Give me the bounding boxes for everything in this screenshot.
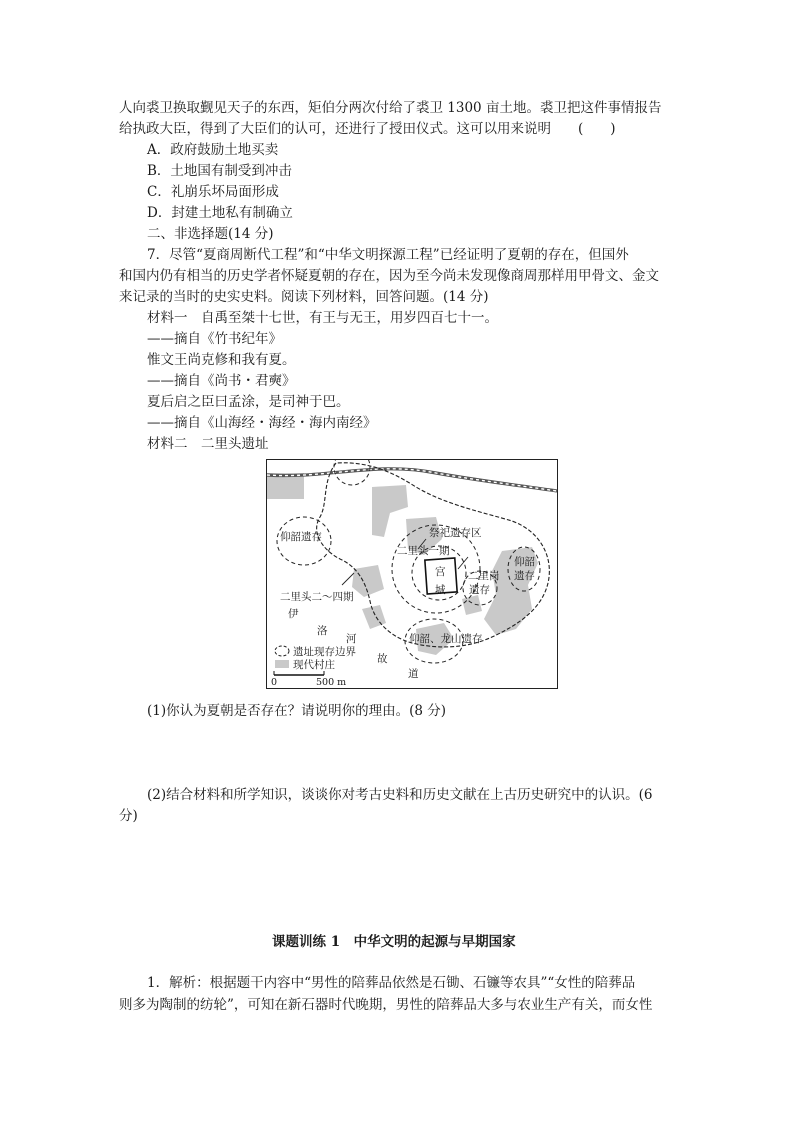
label-yangshao-right-2: 遗存: [514, 570, 535, 582]
label-yangshao-longshan: 仰韶、龙山遗存: [409, 633, 483, 645]
answers-title: 课题训练 1 中华文明的起源与早期国家: [272, 934, 516, 950]
material-1-source-3: ——摘自《山海经・海经・海内南经》: [147, 415, 377, 431]
q6-option-d: D．封建土地私有制确立: [147, 205, 293, 221]
label-sacrifice: 祭祀遗存区: [429, 527, 482, 539]
q6-stem-line-1: 人向裘卫换取觐见天子的东西，矩伯分两次付给了裘卫 1300 亩土地。裘卫把这件事情报告: [119, 100, 662, 116]
q6-option-c: C．礼崩乐坏局面形成: [147, 184, 279, 200]
q7-sub-question-1: (1)你认为夏朝是否存在？请说明你的理由。(8 分): [147, 703, 447, 719]
erlitou-site-map: [266, 459, 558, 689]
q7-stem-line-3: 来记录的当时的史实史料。阅读下列材料，回答问题。(14 分): [119, 289, 489, 305]
material-1-text: 材料一 自禹至桀十七世，有王与无王，用岁四百七十一。: [147, 310, 498, 326]
erlitou-map-svg: [266, 459, 558, 689]
q6-option-a: A．政府鼓励土地买卖: [147, 142, 279, 158]
material-1-source-1: ——摘自《竹书纪年》: [147, 331, 282, 347]
scale-zero-label: 0: [271, 677, 278, 688]
label-luo: 洛: [317, 625, 328, 637]
label-yi: 伊: [288, 608, 299, 620]
label-erligang-1: 二里岗: [468, 570, 500, 582]
answer-1-line-2: 则多为陶制的纺轮”，可知在新石器时代晚期，男性的陪葬品大多与农业生产有关，而女性: [119, 997, 653, 1013]
legend-village-label: 现代村庄: [293, 659, 335, 671]
legend-village-symbol: [275, 660, 289, 668]
answer-1-line-1: 1．解析：根据题干内容中“男性的陪葬品依然是石锄、石镰等农具”“女性的陪葬品: [147, 975, 636, 991]
label-phase2-4: 二里头二～四期: [280, 591, 354, 603]
q7-stem-line-1: 7．尽管“夏商周断代工程”和“中华文明探源工程”已经证明了夏朝的存在，但国外: [147, 247, 629, 263]
q7-sub-question-2-line-2: 分): [119, 808, 138, 824]
label-dao: 道: [408, 668, 419, 680]
label-erligang-2: 遗存: [469, 584, 490, 596]
material-1-quote-3: 夏后启之臣曰孟涂，是司神于巴。: [147, 394, 350, 410]
label-palace-1: 宫: [435, 566, 446, 578]
label-phase1: 二里头一期: [397, 545, 450, 557]
q6-option-b: B．土地国有制受到冲击: [147, 163, 292, 179]
material-1-quote-2: 惟文王尚克修和我有夏。: [147, 352, 296, 368]
legend-boundary-label: 遗址现存边界: [293, 646, 356, 658]
material-1-source-2: ——摘自《尚书・君奭》: [147, 373, 296, 389]
q6-stem-line-2: 给执政大臣，得到了大臣们的认可，还进行了授田仪式。这可以用来说明 ( ): [119, 121, 616, 137]
section-heading: 二、非选择题(14 分): [147, 226, 274, 242]
q7-sub-question-2-line-1: (2)结合材料和所学知识，谈谈你对考古史料和历史文献在上古历史研究中的认识。(6: [147, 787, 653, 803]
label-yangshao-right-1: 仰韶: [514, 556, 535, 568]
scale-length-label: 500 m: [316, 677, 347, 688]
label-he: 河: [346, 633, 357, 645]
material-2-heading: 材料二 二里头遗址: [147, 436, 269, 452]
label-gu: 故: [377, 653, 388, 665]
label-yangshao-left: 仰韶遗存: [280, 531, 322, 543]
label-palace-2: 城: [435, 584, 446, 596]
q7-stem-line-2: 和国内仍有相当的历史学者怀疑夏朝的存在，因为至今尚未发现像商周那样用甲骨文、金文: [119, 268, 659, 284]
